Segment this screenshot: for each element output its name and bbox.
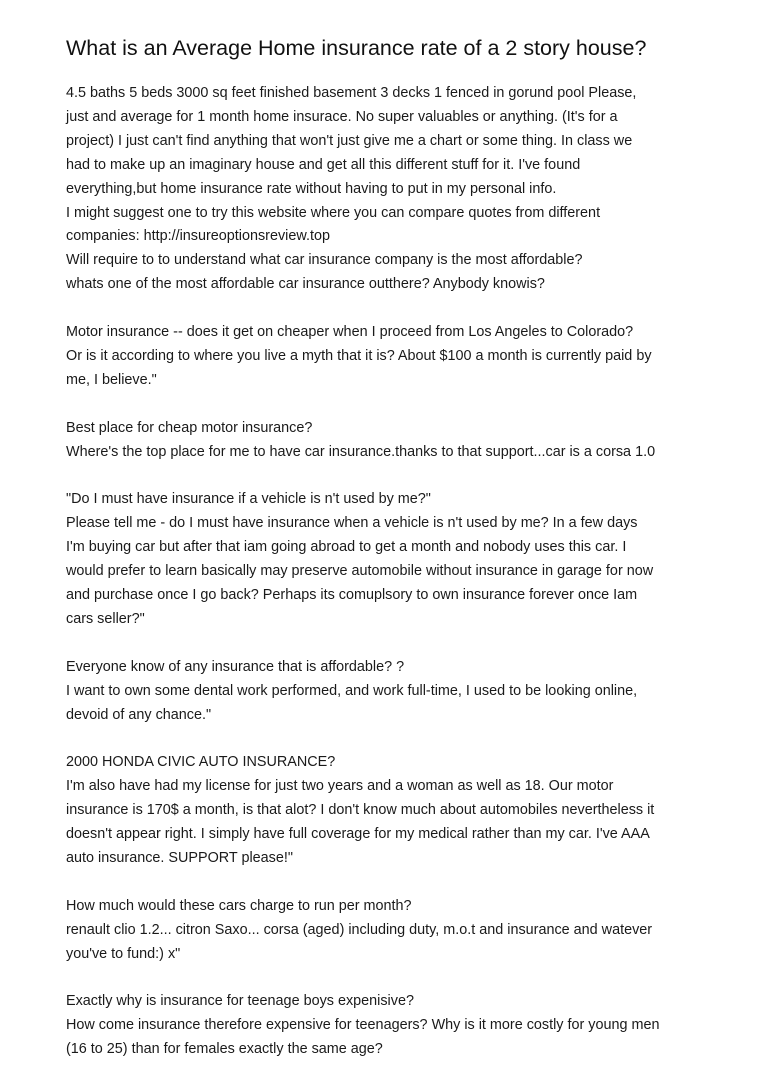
text-line: everything,but home insurance rate without having to put in my personal info. (66, 180, 557, 197)
text-line: I might suggest one to try this website where you can compare quotes from different (66, 204, 601, 221)
text-line: Motor insurance -- does it get on cheaper when I proceed from Los Angeles to Colorado? (66, 324, 634, 341)
text-line: Will require to to understand what car insurance company is the most affordable? (66, 252, 583, 269)
paragraph-gap (66, 297, 708, 321)
paragraph-gap (66, 632, 708, 656)
text-line: Please tell me - do I must have insurance when a vehicle is n't used by me? In a few days (66, 515, 638, 532)
paragraph-gap (66, 393, 708, 417)
paragraph-gap (66, 464, 708, 488)
text-line: I'm buying car but after that iam going abroad to get a month and nobody uses this car. I (66, 539, 627, 556)
text-line: renault clio 1.2... citron Saxo... corsa (aged) including duty, m.o.t and insurance and watever (66, 921, 653, 938)
text-line: Where's the top place for me to have car insurance.thanks to that support...car is a corsa 1.0 (66, 443, 656, 460)
text-line: auto insurance. SUPPORT please!" (66, 849, 293, 866)
text-line: insurance is 170$ a month, is that alot? I don't know much about automobiles nevertheless it (66, 802, 655, 819)
text-line: companies: http://insureoptionsreview.top (66, 228, 330, 245)
text-line: Or is it according to where you live a myth that it is? About $100 a month is currently paid by (66, 347, 652, 364)
text-line: and purchase once I go back? Perhaps its comuplsory to own insurance forever once Iam (66, 586, 638, 603)
text-line: "Do I must have insurance if a vehicle is n't used by me?" (66, 491, 431, 508)
text-line: I'm also have had my license for just two years and a woman as well as 18. Our motor (66, 778, 614, 795)
text-line: How come insurance therefore expensive for teenagers? Why is it more costly for young men (66, 1017, 660, 1034)
text-line: me, I believe." (66, 371, 157, 388)
paragraph-gap (66, 871, 708, 895)
text-line: 4.5 baths 5 beds 3000 sq feet finished basement 3 decks 1 fenced in gorund pool Please, (66, 85, 637, 101)
text-line: (16 to 25) than for females exactly the same age? (66, 1041, 383, 1058)
text-line: just and average for 1 month home insurace. No super valuables or anything. (It's for a (66, 108, 618, 125)
text-line: cars seller?" (66, 610, 145, 627)
text-line: Exactly why is insurance for teenage boys expenisive? (66, 993, 414, 1010)
text-line: had to make up an imaginary house and get all this different stuff for it. I've found (66, 156, 581, 173)
text-line: I want to own some dental work performed, and work full-time, I used to be looking online, (66, 682, 638, 699)
text-line: would prefer to learn basically may preserve automobile without insurance in garage for now (66, 563, 654, 580)
document-title: What is an Average Home insurance rate of a 2 story house? (66, 36, 647, 60)
paragraph-gap (66, 727, 708, 751)
paragraph-gap (66, 966, 708, 990)
text-line: whats one of the most affordable car insurance outthere? Anybody knowis? (66, 276, 545, 293)
text-line: Everyone know of any insurance that is affordable? ? (66, 658, 405, 675)
text-line: 2000 HONDA CIVIC AUTO INSURANCE? (66, 754, 336, 771)
text-line: you've to fund:) x" (66, 945, 181, 962)
text-line: Best place for cheap motor insurance? (66, 419, 313, 436)
text-line: devoid of any chance." (66, 706, 212, 723)
text-line: project) I just can't find anything that won't just give me a chart or some thing. In class we (66, 132, 633, 149)
text-line: doesn't appear right. I simply have full coverage for my medical rather than my car. I've AAA (66, 826, 650, 843)
document-body (66, 82, 708, 1062)
text-line: How much would these cars charge to run per month? (66, 897, 412, 914)
